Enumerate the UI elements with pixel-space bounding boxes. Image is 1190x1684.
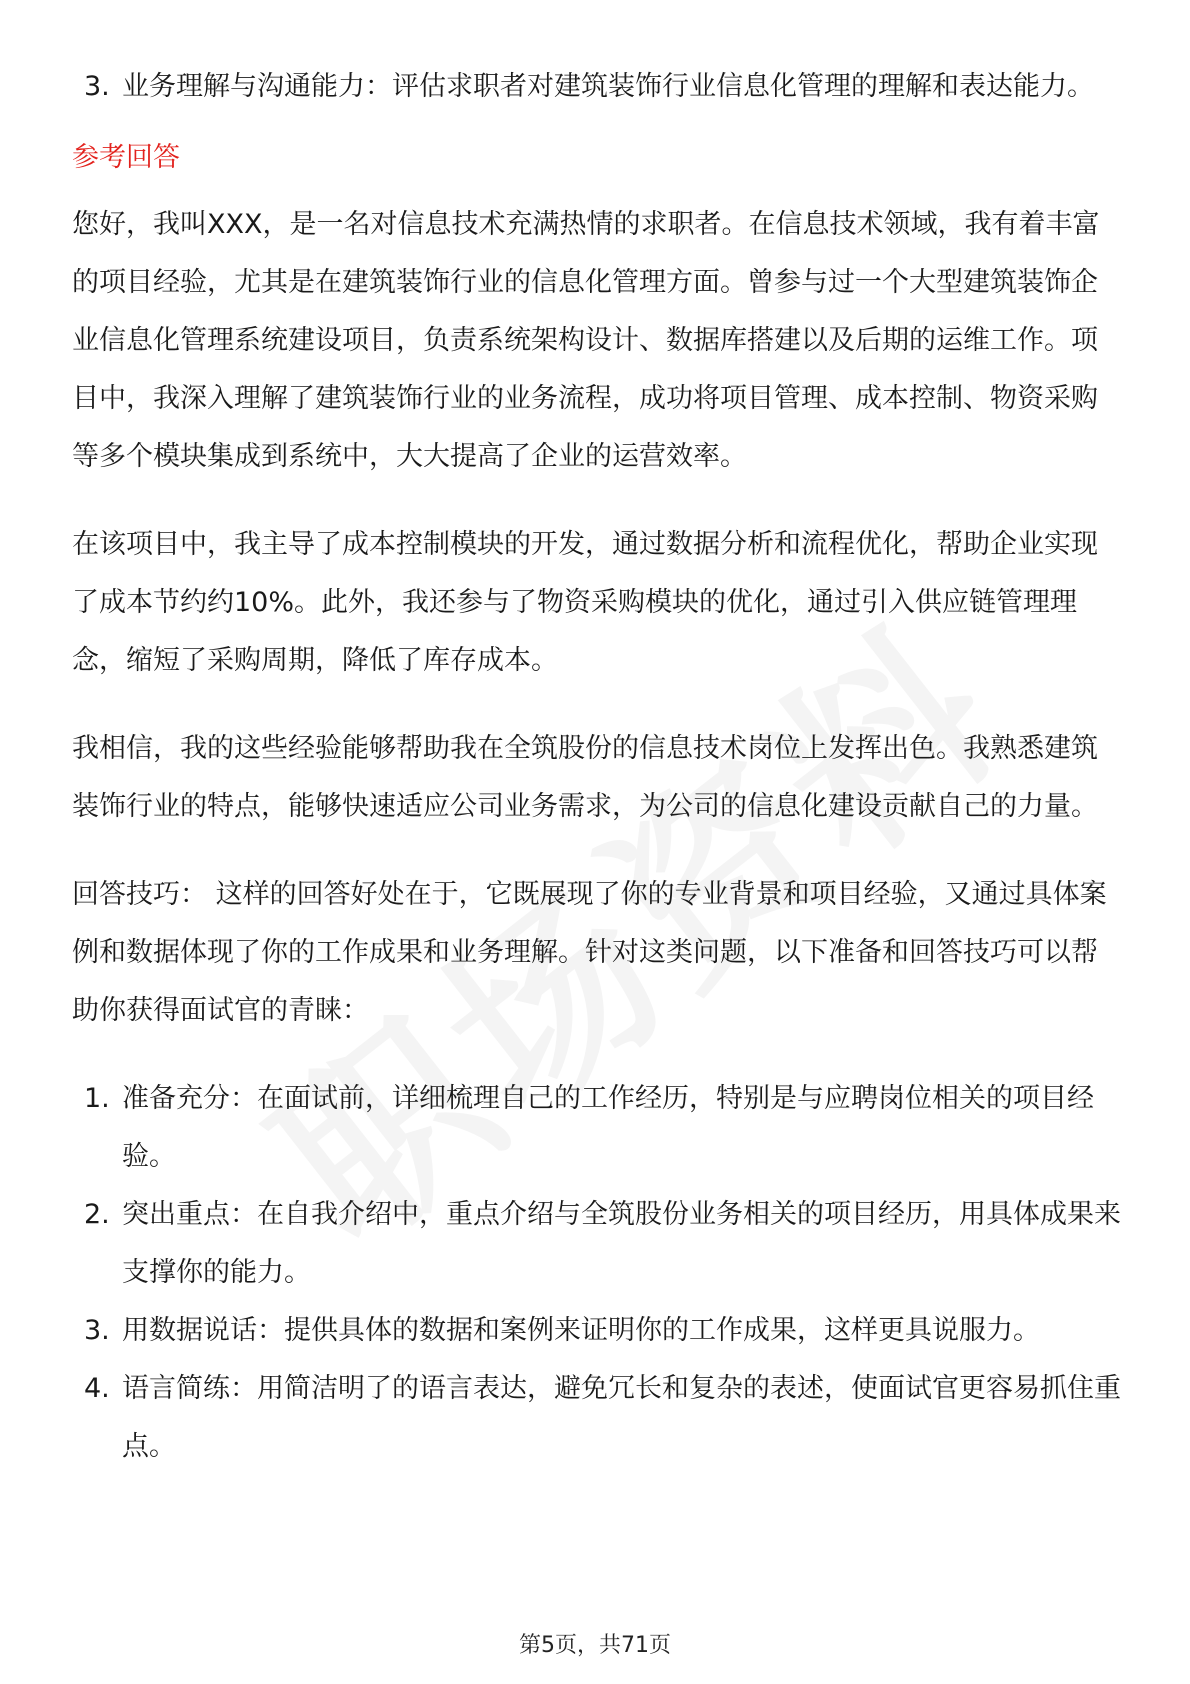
top-numbered-list <box>72 58 1122 116</box>
answer-paragraph: 在该项目中，我主导了成本控制模块的开发，通过数据分析和流程优化，帮助企业实现了成本节约约10%。此外，我还参与了物资采购模块的优化，通过引入供应链管理理念，缩短了采购周期，降低了库存成本。 <box>72 529 1098 676</box>
list-item-number: 4. <box>84 1373 110 1404</box>
page-footer <box>0 1628 1190 1659</box>
page-indicator: 第5页，共71页 <box>519 1633 671 1658</box>
list-item <box>72 1070 1122 1186</box>
list-item <box>72 1360 1122 1476</box>
list-item-number: 3. <box>84 1315 110 1346</box>
list-item-number: 1. <box>84 1083 110 1114</box>
list-item <box>72 1186 1122 1302</box>
list-item-number: 3. <box>84 71 110 102</box>
list-item-text: 语言简练：用简洁明了的语言表达，避免冗长和复杂的表述，使面试官更容易抓住重点。 <box>122 1373 1121 1462</box>
list-item <box>72 58 1122 116</box>
list-item-text: 突出重点：在自我介绍中，重点介绍与全筑股份业务相关的项目经历，用具体成果来支撑你的能力。 <box>122 1199 1121 1288</box>
answer-tips-paragraph: 回答技巧： 这样的回答好处在于，它既展现了你的专业背景和项目经验，又通过具体案例和数据体现了你的工作成果和业务理解。针对这类问题，以下准备和回答技巧可以帮助你获得面试官的青睐： <box>72 879 1107 1026</box>
document-page <box>72 58 1122 1476</box>
list-item <box>72 1302 1122 1360</box>
answer-paragraph: 您好，我叫XXX，是一名对信息技术充满热情的求职者。在信息技术领域，我有着丰富的项目经验，尤其是在建筑装饰行业的信息化管理方面。曾参与过一个大型建筑装饰企业信息化管理系统建设项目，负责系统架构设计、数据库搭建以及后期的运维工作。项目中，我深入理解了建筑装饰行业的业务流程，成功将项目管理、成本控制、物资采购等多个模块集成到系统中，大大提高了企业的运营效率。 <box>72 209 1100 472</box>
tips-numbered-list <box>72 1070 1122 1476</box>
reference-answer-heading: 参考回答 <box>72 142 180 173</box>
list-item-text: 用数据说话：提供具体的数据和案例来证明你的工作成果，这样更具说服力。 <box>122 1315 1040 1346</box>
answer-paragraph: 我相信，我的这些经验能够帮助我在全筑股份的信息技术岗位上发挥出色。我熟悉建筑装饰行业的特点，能够快速适应公司业务需求，为公司的信息化建设贡献自己的力量。 <box>72 733 1098 822</box>
list-item-text: 业务理解与沟通能力：评估求职者对建筑装饰行业信息化管理的理解和表达能力。 <box>122 71 1094 102</box>
list-item-number: 2. <box>84 1199 110 1230</box>
list-item-text: 准备充分：在面试前，详细梳理自己的工作经历，特别是与应聘岗位相关的项目经验。 <box>122 1083 1094 1172</box>
